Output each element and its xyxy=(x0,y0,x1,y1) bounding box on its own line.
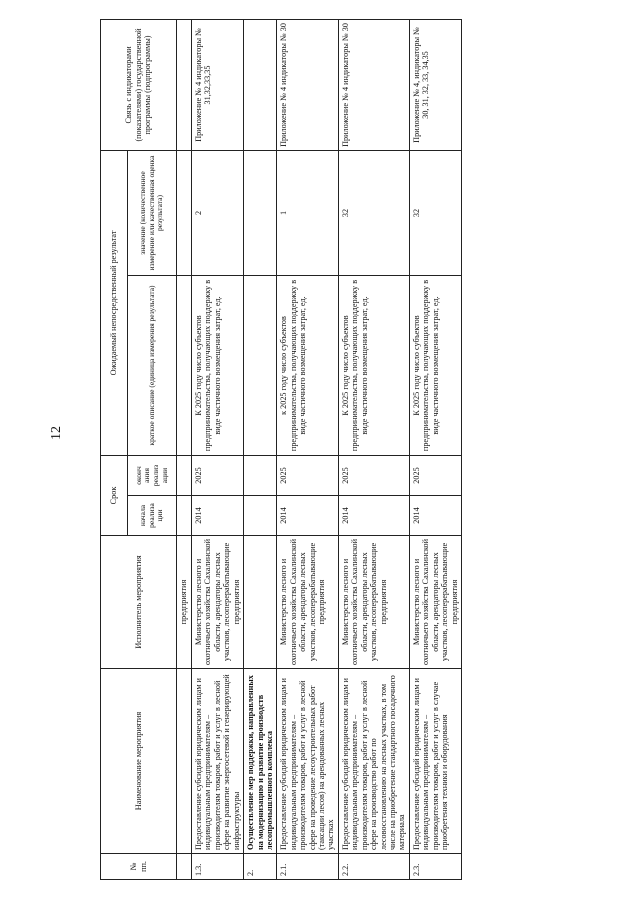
row-executor: Министерство лесного и охотничьего хозяйства Сахалинской области, арендаторы лесных участков, лесоперерабатывающие предприятия xyxy=(277,536,339,669)
executor-continuation: предприятия xyxy=(177,536,192,669)
row-start: 2014 xyxy=(409,496,461,536)
row-end xyxy=(244,455,277,495)
row-start xyxy=(244,496,277,536)
row-desc: К 2025 году число субъектов предпринимательства, получающих поддержку в виде частичного возмещения затрат, ед. xyxy=(192,275,244,455)
row-value: 1 xyxy=(277,150,339,275)
table-row xyxy=(244,19,277,879)
page-number: 12 xyxy=(49,426,64,440)
row-desc: к 2025 году число субъектов предпринимательства, получающих поддержку в виде частичного возмещения затрат, ед. xyxy=(277,275,339,455)
header-result-value: значение (количественное измерение или качественная оценка результата) xyxy=(128,150,177,275)
row-value: 32 xyxy=(409,150,461,275)
table-row xyxy=(409,19,461,879)
header-result-desc: краткое описание (единица измерения результата) xyxy=(128,275,177,455)
row-value: 32 xyxy=(338,150,409,275)
rotated-table-container xyxy=(100,20,625,880)
row-start: 2014 xyxy=(338,496,409,536)
row-end: 2025 xyxy=(277,455,339,495)
table-row xyxy=(338,19,409,879)
row-link: Приложение № 4 индикаторы № 31,32,33,35 xyxy=(192,19,244,150)
row-end: 2025 xyxy=(409,455,461,495)
row-desc: К 2025 году число субъектов предпринимательства, получающих поддержку в виде частичного возмещения затрат, ед. xyxy=(338,275,409,455)
row-name: Предоставление субсидий юридическим лицам и индивидуальным предпринимателям – производителям товаров, работ и услуг в лесной сфере на проведение лесоустроительных работ (таксации лесов) на арендованных лесных участках xyxy=(277,669,339,854)
header-link: Связь с индикаторами (показателями) государственной программы (подпрограммы) xyxy=(101,19,177,150)
measures-table xyxy=(100,19,462,880)
row-name: Осуществление мер поддержки, направленных на модернизацию и развитие производств лесопромышленного комплекса xyxy=(244,669,277,854)
header-result: Ожидаемый непосредственный результат xyxy=(101,150,128,455)
row-executor: Министерство лесного и охотничьего хозяйства Сахалинской области, арендаторы лесных участков, лесоперерабатывающие предприятия xyxy=(338,536,409,669)
row-link xyxy=(244,19,277,150)
row-num: 2.2. xyxy=(338,854,409,880)
row-desc: К 2025 году число субъектов предпринимательства, получающих поддержку в виде частичного возмещения затрат, ед. xyxy=(409,275,461,455)
header-num: № пп. xyxy=(101,854,177,880)
row-num: 1.3. xyxy=(192,854,244,880)
row-desc xyxy=(244,275,277,455)
row-num: 2.1. xyxy=(277,854,339,880)
row-num: 2.3. xyxy=(409,854,461,880)
row-name: Предоставление субсидий юридическим лицам и индивидуальным предпринимателям – производителям товаров, работ и услуг в лесной сфере на производство работ по лесовосстановлению на лесных участках, в том числе на приобретение стандартного посадочного материала xyxy=(338,669,409,854)
header-term-end: оконч ания реализ ации xyxy=(128,455,177,495)
row-link: Приложение № 4, индикаторы № 30, 31, 32, 33, 34,35 xyxy=(409,19,461,150)
row-name: Предоставление субсидий юридическим лицам и индивидуальным предпринимателям – производителям товаров, работ и услуг в лесной сфере на развитие энергосетевой и генерирующей инфраструктуры xyxy=(192,669,244,854)
row-start: 2014 xyxy=(277,496,339,536)
row-end: 2025 xyxy=(192,455,244,495)
row-value xyxy=(244,150,277,275)
row-executor xyxy=(244,536,277,669)
header-name: Наименование мероприятия xyxy=(101,669,177,854)
row-name: Предоставление субсидий юридическим лицам и индивидуальным предпринимателям – производителям товаров, работ и услуг в случае приобретения техники и оборудования xyxy=(409,669,461,854)
row-executor: Министерство лесного и охотничьего хозяйства Сахалинской области, арендаторы лесных участков, лесоперерабатывающие предприятия xyxy=(409,536,461,669)
row-end: 2025 xyxy=(338,455,409,495)
header-term-start: начала реализа ции xyxy=(128,496,177,536)
row-link: Приложение № 4 индикаторы № 30 xyxy=(338,19,409,150)
table-row-continuation xyxy=(177,19,192,879)
row-executor: Министерство лесного и охотничьего хозяйства Сахалинской области, арендаторы лесных участков, лесоперерабатывающие предприятия xyxy=(192,536,244,669)
table-header-row xyxy=(101,19,128,879)
table-row xyxy=(192,19,244,879)
row-value: 2 xyxy=(192,150,244,275)
table-row xyxy=(277,19,339,879)
header-term: Срок xyxy=(101,455,128,535)
header-executor: Исполнитель мероприятия xyxy=(101,536,177,669)
row-num: 2. xyxy=(244,854,277,880)
row-link: Приложение № 4 индикаторы № 30 xyxy=(277,19,339,150)
row-start: 2014 xyxy=(192,496,244,536)
